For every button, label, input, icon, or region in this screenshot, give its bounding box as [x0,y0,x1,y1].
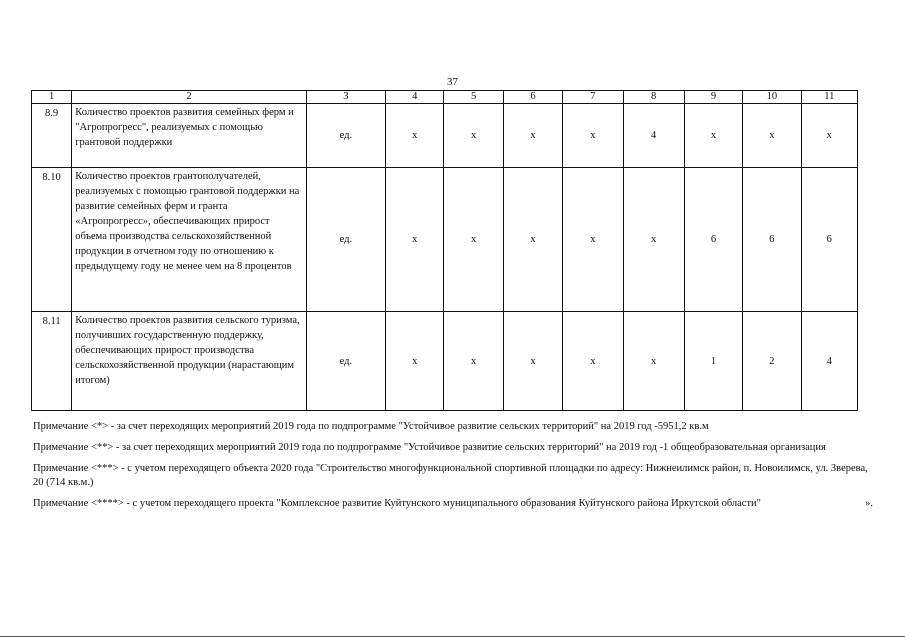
value-cell: 6 [684,168,742,312]
notes-section [33,420,873,518]
value-cell: х [801,104,857,168]
value-cell: 4 [623,104,684,168]
value-cell: 6 [743,168,801,312]
column-header: 4 [386,91,444,104]
unit-cell: ед. [306,104,385,168]
row-number: 8.10 [32,168,72,312]
value-cell: х [444,312,503,411]
value-cell: х [743,104,801,168]
column-header: 10 [743,91,801,104]
column-header: 1 [32,91,72,104]
indicator-name: Количество проектов грантополучателей, реализуемых с помощью грантовой поддержки на развитие семейных ферм и гранта «Агропрогресс», обеспечивающих прирост объема производства сельскохозяйственной продукции в отчетном году по отношению к предыдущему году не менее чем на 8 процентов [72,168,306,312]
value-cell: х [503,312,562,411]
value-cell: 4 [801,312,857,411]
page-number: 37 [447,76,458,88]
value-cell: х [444,104,503,168]
footnote: Примечание <**> - за счет переходящих мероприятий 2019 года по подпрограмме "Устойчивое развитие сельских территорий" на 2019 год -1 общеобразовательная организация [33,442,826,453]
column-header: 7 [563,91,623,104]
footnote: Примечание <*> - за счет переходящих мероприятий 2019 года по подпрограмме "Устойчивое развитие сельских территорий" на 2019 год -5951,2 кв.м [33,421,709,432]
column-header: 9 [684,91,742,104]
row-number: 8.11 [32,312,72,411]
footnote-with-closing [33,497,873,511]
indicator-name: Количество проектов развития сельского туризма, получивших государственную поддержку, обеспечивающих прирост производства сельскохозяйственной продукции (нарастающим итогом) [72,312,306,411]
unit-cell: ед. [306,168,385,312]
value-cell: х [563,104,623,168]
footnote: Примечание <***> - с учетом переходящего объекта 2020 года "Строительство многофункциональной спортивной площадки по адресу: Нижнеилимск район, п. Новоилимск, ул. Зверева, 20 (714 кв.м.) [33,463,868,488]
column-header: 8 [623,91,684,104]
value-cell: х [503,168,562,312]
table-row [32,104,858,168]
column-number-row [32,91,858,104]
value-cell: х [563,312,623,411]
table-row [32,168,858,312]
row-number: 8.9 [32,104,72,168]
value-cell: х [503,104,562,168]
indicators-table [31,90,858,411]
value-cell: х [684,104,742,168]
table-row [32,312,858,411]
value-cell: х [623,168,684,312]
value-cell: х [386,168,444,312]
unit-cell: ед. [306,312,385,411]
scan-edge-line [0,636,905,637]
value-cell: 6 [801,168,857,312]
value-cell: х [444,168,503,312]
indicator-name: Количество проектов развития семейных ферм и "Агропрогресс", реализуемых с помощью грантовой поддержки [72,104,306,168]
value-cell: 2 [743,312,801,411]
column-header: 2 [72,91,306,104]
column-header: 6 [503,91,562,104]
value-cell: х [386,312,444,411]
value-cell: х [563,168,623,312]
value-cell: 1 [684,312,742,411]
footnote: Примечание <****> - с учетом переходящего проекта "Комплексное развитие Куйтунского муниципального образования Куйтунского района Иркутской области" [33,498,761,509]
column-header: 11 [801,91,857,104]
value-cell: х [386,104,444,168]
closing-quote: ». [865,498,873,509]
column-header: 3 [306,91,385,104]
value-cell: х [623,312,684,411]
column-header: 5 [444,91,503,104]
